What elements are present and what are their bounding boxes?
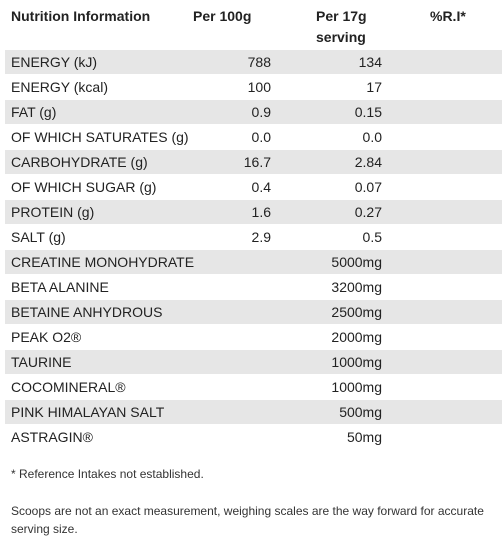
footnote: * Reference Intakes not established. (11, 467, 204, 481)
table-row (5, 400, 502, 425)
table-row (5, 275, 502, 300)
ri-value (382, 425, 502, 450)
table-header (0, 0, 502, 50)
table-row (5, 375, 502, 400)
per-serving-value: 1000mg (271, 375, 382, 400)
ri-value (382, 275, 502, 300)
per-serving-value: 0.27 (271, 200, 382, 225)
nutrient-name: ASTRAGIN® (5, 425, 216, 450)
table-row (5, 300, 502, 325)
ri-value (382, 100, 502, 125)
ri-value (382, 400, 502, 425)
table-row (5, 200, 502, 225)
disclaimer: Scoops are not an exact measurement, weighing scales are the way forward for accurate serving size. (11, 504, 484, 536)
nutrient-name: PINK HIMALAYAN SALT (5, 400, 216, 425)
per-serving-value: 2500mg (271, 300, 382, 325)
ri-value (382, 50, 502, 75)
per-100g-value (216, 350, 271, 375)
table-row (5, 125, 502, 150)
ri-value (382, 375, 502, 400)
per-100g-value: 2.9 (216, 225, 271, 250)
per-serving-value: 1000mg (271, 350, 382, 375)
nutrient-name: PEAK O2® (5, 325, 216, 350)
header-title: Nutrition Information (11, 8, 151, 24)
ri-value (382, 300, 502, 325)
ri-value (382, 150, 502, 175)
per-100g-value (216, 325, 271, 350)
nutrient-name: CREATINE MONOHYDRATE (5, 250, 216, 275)
per-serving-value: 17 (271, 75, 382, 100)
nutrient-name: ENERGY (kJ) (5, 50, 216, 75)
per-100g-value: 0.0 (216, 125, 271, 150)
nutrient-name: SALT (g) (5, 225, 216, 250)
table-row (5, 50, 502, 75)
ri-value (382, 225, 502, 250)
per-100g-value (216, 275, 271, 300)
ri-value (382, 325, 502, 350)
per-100g-value: 0.9 (216, 100, 271, 125)
per-100g-value (216, 300, 271, 325)
per-100g-value: 100 (216, 75, 271, 100)
per-100g-value (216, 250, 271, 275)
nutrient-name: TAURINE (5, 350, 216, 375)
table-row (5, 250, 502, 275)
ri-value (382, 125, 502, 150)
per-serving-value: 0.5 (271, 225, 382, 250)
table-row (5, 225, 502, 250)
nutrient-name: CARBOHYDRATE (g) (5, 150, 216, 175)
nutrient-name: PROTEIN (g) (5, 200, 216, 225)
nutrition-table (5, 50, 502, 450)
table-row (5, 425, 502, 450)
per-100g-value: 1.6 (216, 200, 271, 225)
nutrient-name: BETAINE ANHYDROUS (5, 300, 216, 325)
table-row (5, 100, 502, 125)
per-100g-value (216, 400, 271, 425)
nutrient-name: BETA ALANINE (5, 275, 216, 300)
per-serving-value: 500mg (271, 400, 382, 425)
ri-value (382, 175, 502, 200)
per-serving-value: 0.0 (271, 125, 382, 150)
header-ri: %R.I* (430, 8, 466, 24)
header-serving-line1: Per 17g (316, 8, 367, 24)
per-100g-value (216, 425, 271, 450)
per-serving-value: 2.84 (271, 150, 382, 175)
ri-value (382, 350, 502, 375)
per-100g-value (216, 375, 271, 400)
per-100g-value: 16.7 (216, 150, 271, 175)
table-row (5, 150, 502, 175)
nutrition-table-body (5, 50, 502, 450)
nutrient-name: OF WHICH SATURATES (g) (5, 125, 216, 150)
nutrient-name: FAT (g) (5, 100, 216, 125)
per-100g-value: 788 (216, 50, 271, 75)
table-row (5, 350, 502, 375)
per-serving-value: 134 (271, 50, 382, 75)
ri-value (382, 250, 502, 275)
nutrient-name: COCOMINERAL® (5, 375, 216, 400)
ri-value (382, 200, 502, 225)
header-per-serving (316, 6, 367, 48)
per-serving-value: 3200mg (271, 275, 382, 300)
per-serving-value: 50mg (271, 425, 382, 450)
per-serving-value: 5000mg (271, 250, 382, 275)
header-serving-line2: serving (316, 29, 366, 45)
table-row (5, 175, 502, 200)
nutrient-name: ENERGY (kcal) (5, 75, 216, 100)
per-100g-value: 0.4 (216, 175, 271, 200)
table-row (5, 75, 502, 100)
header-per-100g: Per 100g (193, 8, 252, 24)
per-serving-value: 0.07 (271, 175, 382, 200)
per-serving-value: 0.15 (271, 100, 382, 125)
per-serving-value: 2000mg (271, 325, 382, 350)
nutrient-name: OF WHICH SUGAR (g) (5, 175, 216, 200)
table-row (5, 325, 502, 350)
ri-value (382, 75, 502, 100)
